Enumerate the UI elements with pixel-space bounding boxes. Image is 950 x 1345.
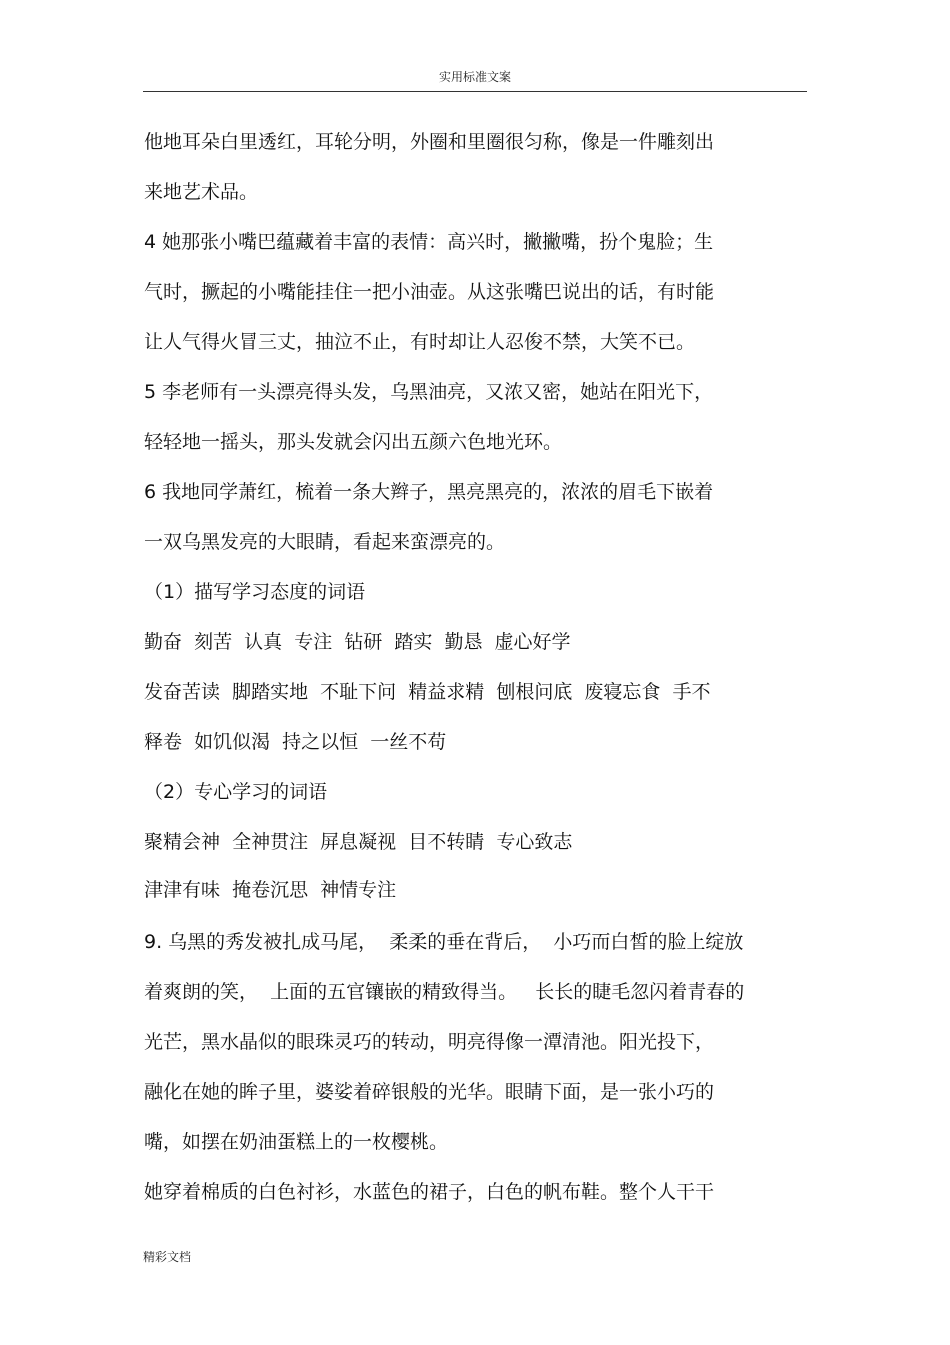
text-line: 4 她那张小嘴巴蕴藏着丰富的表情：高兴时，撇撇嘴，扮个鬼脸；生 [144,231,714,253]
text-line: 融化在她的眸子里，婆娑着碎银般的光华。眼睛下面，是一张小巧的 [144,1081,715,1103]
text-line: 一双乌黑发亮的大眼睛，看起来蛮漂亮的。 [144,531,506,553]
page-header: 实用标准文案 [438,70,511,84]
text-line: 聚精会神 全神贯注 屏息凝视 目不转睛 专心致志 [144,831,573,853]
section-heading: （2）专心学习的词语 [144,781,328,803]
page-footer: 精彩文档 [143,1250,192,1264]
text-line: 津津有味 掩卷沉思 神情专注 [144,879,397,901]
text-line: 让人气得火冒三丈，抽泣不止，有时却让人忍俊不禁，大笑不已。 [144,331,696,353]
text-line: 9. 乌黑的秀发被扎成马尾， 柔柔的垂在背后， 小巧而白皙的脸上绽放 [144,931,744,953]
header-divider [143,91,807,92]
text-line: 她穿着棉质的白色衬衫，水蓝色的裙子，白色的帆布鞋。整个人干干 [144,1181,715,1203]
text-line: 来地艺术品。 [144,181,259,203]
text-line: 发奋苦读 脚踏实地 不耻下问 精益求精 刨根问底 废寝忘食 手不 [144,681,711,703]
text-line: 勤奋 刻苦 认真 专注 钻研 踏实 勤恳 虚心好学 [144,631,571,653]
text-line: 他地耳朵白里透红，耳轮分明，外圈和里圈很匀称，像是一件雕刻出 [144,131,715,153]
text-line: 6 我地同学萧红，梳着一条大辫子，黑亮黑亮的，浓浓的眉毛下嵌着 [144,481,714,503]
text-line: 嘴，如摆在奶油蛋糕上的一枚樱桃。 [144,1131,449,1153]
text-line: 释卷 如饥似渴 持之以恒 一丝不苟 [144,731,447,753]
text-line: 光芒，黑水晶似的眼珠灵巧的转动，明亮得像一潭清池。阳光投下， [144,1031,715,1053]
text-line: 气时，撅起的小嘴能挂住一把小油壶。从这张嘴巴说出的话，有时能 [144,281,715,303]
text-line: 着爽朗的笑， 上面的五官镶嵌的精致得当。 长长的睫毛忽闪着青春的 [144,981,745,1003]
section-heading: （1）描写学习态度的词语 [144,581,366,603]
text-line: 轻轻地一摇头，那头发就会闪出五颜六色地光环。 [144,431,563,453]
text-line: 5 李老师有一头漂亮得头发，乌黑油亮，又浓又密，她站在阳光下， [144,381,714,403]
